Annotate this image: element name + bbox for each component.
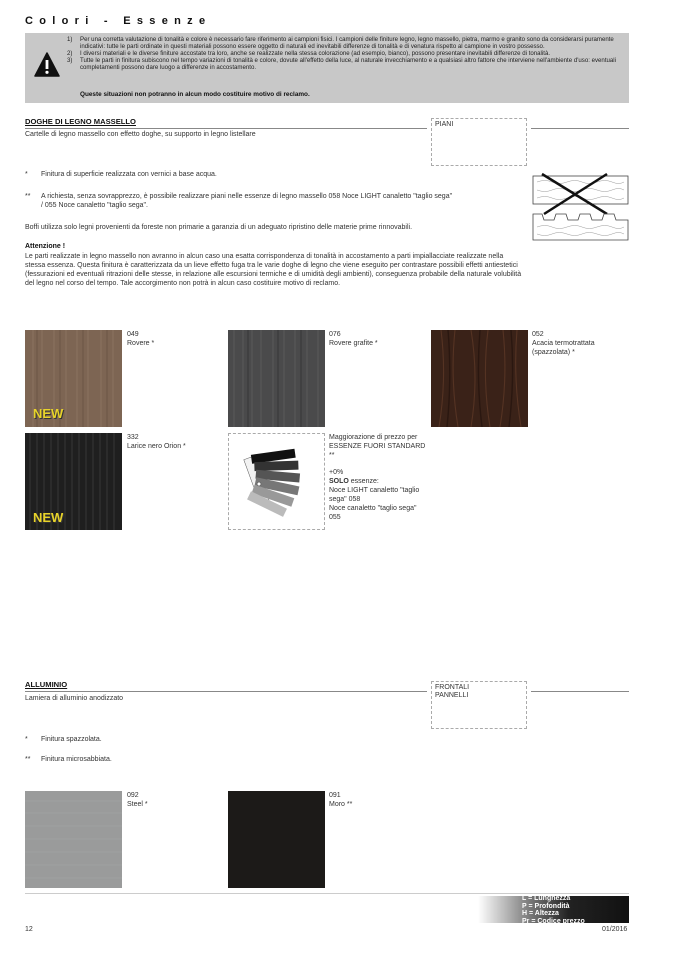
note-surface bbox=[25, 170, 217, 179]
warning-text: I diversi materiali e le diverse finiture accostate tra loro, anche se realizzate nella stessa colorazione (ad esempio, bianco), possono presentare inevitabili differenze di tonalità. bbox=[80, 50, 551, 58]
note-star: * bbox=[25, 171, 28, 178]
swatch-label bbox=[127, 791, 148, 809]
note-star: * bbox=[25, 736, 28, 743]
surcharge-text bbox=[329, 433, 429, 522]
note-text: Finitura microsabbiata. bbox=[41, 756, 112, 763]
note-star: ** bbox=[25, 193, 31, 200]
color-fan-icon bbox=[229, 434, 324, 529]
warning-bold: Queste situazioni non potranno in alcun modo costituire motivo di reclamo. bbox=[80, 91, 310, 98]
note-text: Finitura spazzolata. bbox=[41, 736, 102, 743]
surcharge-solo: SOLO bbox=[329, 478, 349, 485]
note-text: Finitura di superficie realizzata con vernici a base acqua. bbox=[41, 171, 217, 178]
section-subtitle-alu: Lamiera di alluminio anodizzato bbox=[25, 695, 124, 702]
footer-divider bbox=[25, 893, 629, 894]
swatch-label bbox=[532, 330, 628, 357]
divider bbox=[531, 128, 629, 129]
new-badge: NEW bbox=[33, 510, 64, 525]
swatch-label bbox=[127, 330, 154, 348]
warning-list bbox=[67, 36, 625, 71]
attention-text: Le parti realizzate in legno massello non avranno in alcun caso una esatta corrispondenza di tonalità in accostamento a parti impiallacciate realizzate nella stessa essenza. Questa finitura è caratterizzata da un lieve effetto fuga tra le varie doghe di legno che viene eseguito per contrastare possibili effetti antiestetici (fessurazioni ed eventuali ritrazioni delle stesse, in relazione alle escursioni termiche e di umidità degli ambienti), conseguenza probabile della naturale volubilità del legno nel corso del tempo. Tale accorgimento non potrà in alcun caso costituire motivo di reclamo. bbox=[25, 253, 522, 287]
swatch-label bbox=[127, 433, 186, 451]
pannelli-label: PANNELLI bbox=[435, 692, 469, 699]
legend-item: P = Profondità bbox=[522, 902, 570, 910]
new-badge: NEW bbox=[33, 406, 64, 421]
divider bbox=[25, 691, 427, 692]
swatch-091[interactable] bbox=[228, 791, 325, 888]
plank-diagram bbox=[532, 172, 629, 242]
footer-date: 01/2016 bbox=[602, 926, 628, 933]
swatch-code: 091 bbox=[329, 792, 341, 799]
swatch-code: 076 bbox=[329, 331, 341, 338]
section-subtitle-wood: Cartelle di legno massello con effetto doghe, su supporto in legno listellare bbox=[25, 131, 256, 138]
attention-title: Attenzione ! bbox=[25, 243, 66, 250]
warning-item bbox=[67, 50, 625, 57]
swatch-label bbox=[329, 791, 352, 809]
swatch-label bbox=[329, 330, 378, 348]
warning-text: Tutte le parti in finitura subiscono nel tempo variazioni di tonalità e colore, dovute all'effetto della luce, al naturale invecchiamento e a qualsiasi altro fattore che interviene nell'ambiente d'uso: eventuali completamenti possono dare luogo a differenze in accostamento. bbox=[80, 57, 616, 72]
piani-box bbox=[431, 118, 527, 166]
frontali-label: FRONTALI bbox=[435, 684, 470, 691]
divider bbox=[25, 128, 427, 129]
note-request bbox=[25, 192, 515, 210]
surcharge-pct: +0% bbox=[329, 469, 344, 476]
section-heading-alu: ALLUMINIO bbox=[25, 680, 68, 689]
warning-num: 3) bbox=[67, 57, 73, 65]
swatch-name: Rovere grafite * bbox=[329, 340, 378, 347]
note-brushed bbox=[25, 735, 102, 744]
note-sandblasted bbox=[25, 755, 112, 764]
legend-item: Pr = Codice prezzo bbox=[522, 917, 585, 925]
swatch-049[interactable] bbox=[25, 330, 122, 427]
swatch-code: 049 bbox=[127, 331, 139, 338]
swatch-code: 332 bbox=[127, 434, 139, 441]
section-heading-wood: DOGHE DI LEGNO MASSELLO bbox=[25, 117, 136, 126]
swatch-code: 052 bbox=[532, 331, 544, 338]
legend-item: L = Lunghezza bbox=[522, 895, 571, 902]
swatch-332[interactable] bbox=[25, 433, 122, 530]
legend-text bbox=[522, 895, 585, 925]
divider bbox=[531, 691, 629, 692]
page-number: 12 bbox=[25, 926, 33, 933]
swatch-076[interactable] bbox=[228, 330, 325, 427]
swatch-092[interactable] bbox=[25, 791, 122, 888]
note-forests: Boffi utilizza solo legni provenienti da foreste non primarie a garanzia di un adeguato ripristino delle materie prime rinnovabili. bbox=[25, 224, 413, 231]
note-text: / 055 Noce canaletto "taglio sega". bbox=[41, 202, 148, 209]
warning-item bbox=[67, 36, 625, 50]
frontali-box bbox=[431, 681, 527, 729]
surcharge-option: Noce canaletto "taglio sega" 055 bbox=[329, 505, 417, 521]
legend-item: H = Altezza bbox=[522, 910, 559, 917]
swatch-name: Moro ** bbox=[329, 801, 353, 808]
swatch-name: Rovere * bbox=[127, 340, 155, 347]
swatch-name: Larice nero Orion * bbox=[127, 443, 186, 450]
swatch-052[interactable] bbox=[431, 330, 528, 427]
piani-label: PIANI bbox=[435, 121, 454, 128]
warning-icon bbox=[34, 52, 60, 78]
surcharge-box bbox=[228, 433, 325, 530]
note-text: A richiesta, senza sovrapprezzo, è possibile realizzare piani nelle essenze di legno massello 058 Noce LIGHT canaletto "taglio sega" bbox=[41, 193, 453, 200]
page-title: Colori - Essenze bbox=[25, 15, 212, 27]
swatch-name: Steel * bbox=[127, 801, 148, 808]
surcharge-solo-rest: essenze: bbox=[348, 478, 379, 485]
warning-text: Per una corretta valutazione di tonalità e colore è necessario fare riferimento ai campioni fisici. I campioni delle finiture legno, legno massello, pietra, marmo e granito sono da considerarsi puramente indicativi: tutte le parti ordinate in questi materiali possono essere oggetto di naturali ed inevitabili differenze di tonalità e di venatura rispetto al campione in vostro possesso. bbox=[80, 36, 614, 51]
surcharge-option: Noce LIGHT canaletto "taglio sega" 058 bbox=[329, 487, 420, 503]
swatch-code: 092 bbox=[127, 792, 139, 799]
swatch-name: Acacia termotrattata (spazzolata) * bbox=[532, 340, 595, 356]
warning-num: 2) bbox=[67, 50, 73, 58]
note-star: ** bbox=[25, 756, 31, 763]
warning-item bbox=[67, 57, 625, 71]
surcharge-line: Maggiorazione di prezzo per ESSENZE FUORI STANDARD ** bbox=[329, 434, 426, 459]
warning-num: 1) bbox=[67, 36, 73, 43]
